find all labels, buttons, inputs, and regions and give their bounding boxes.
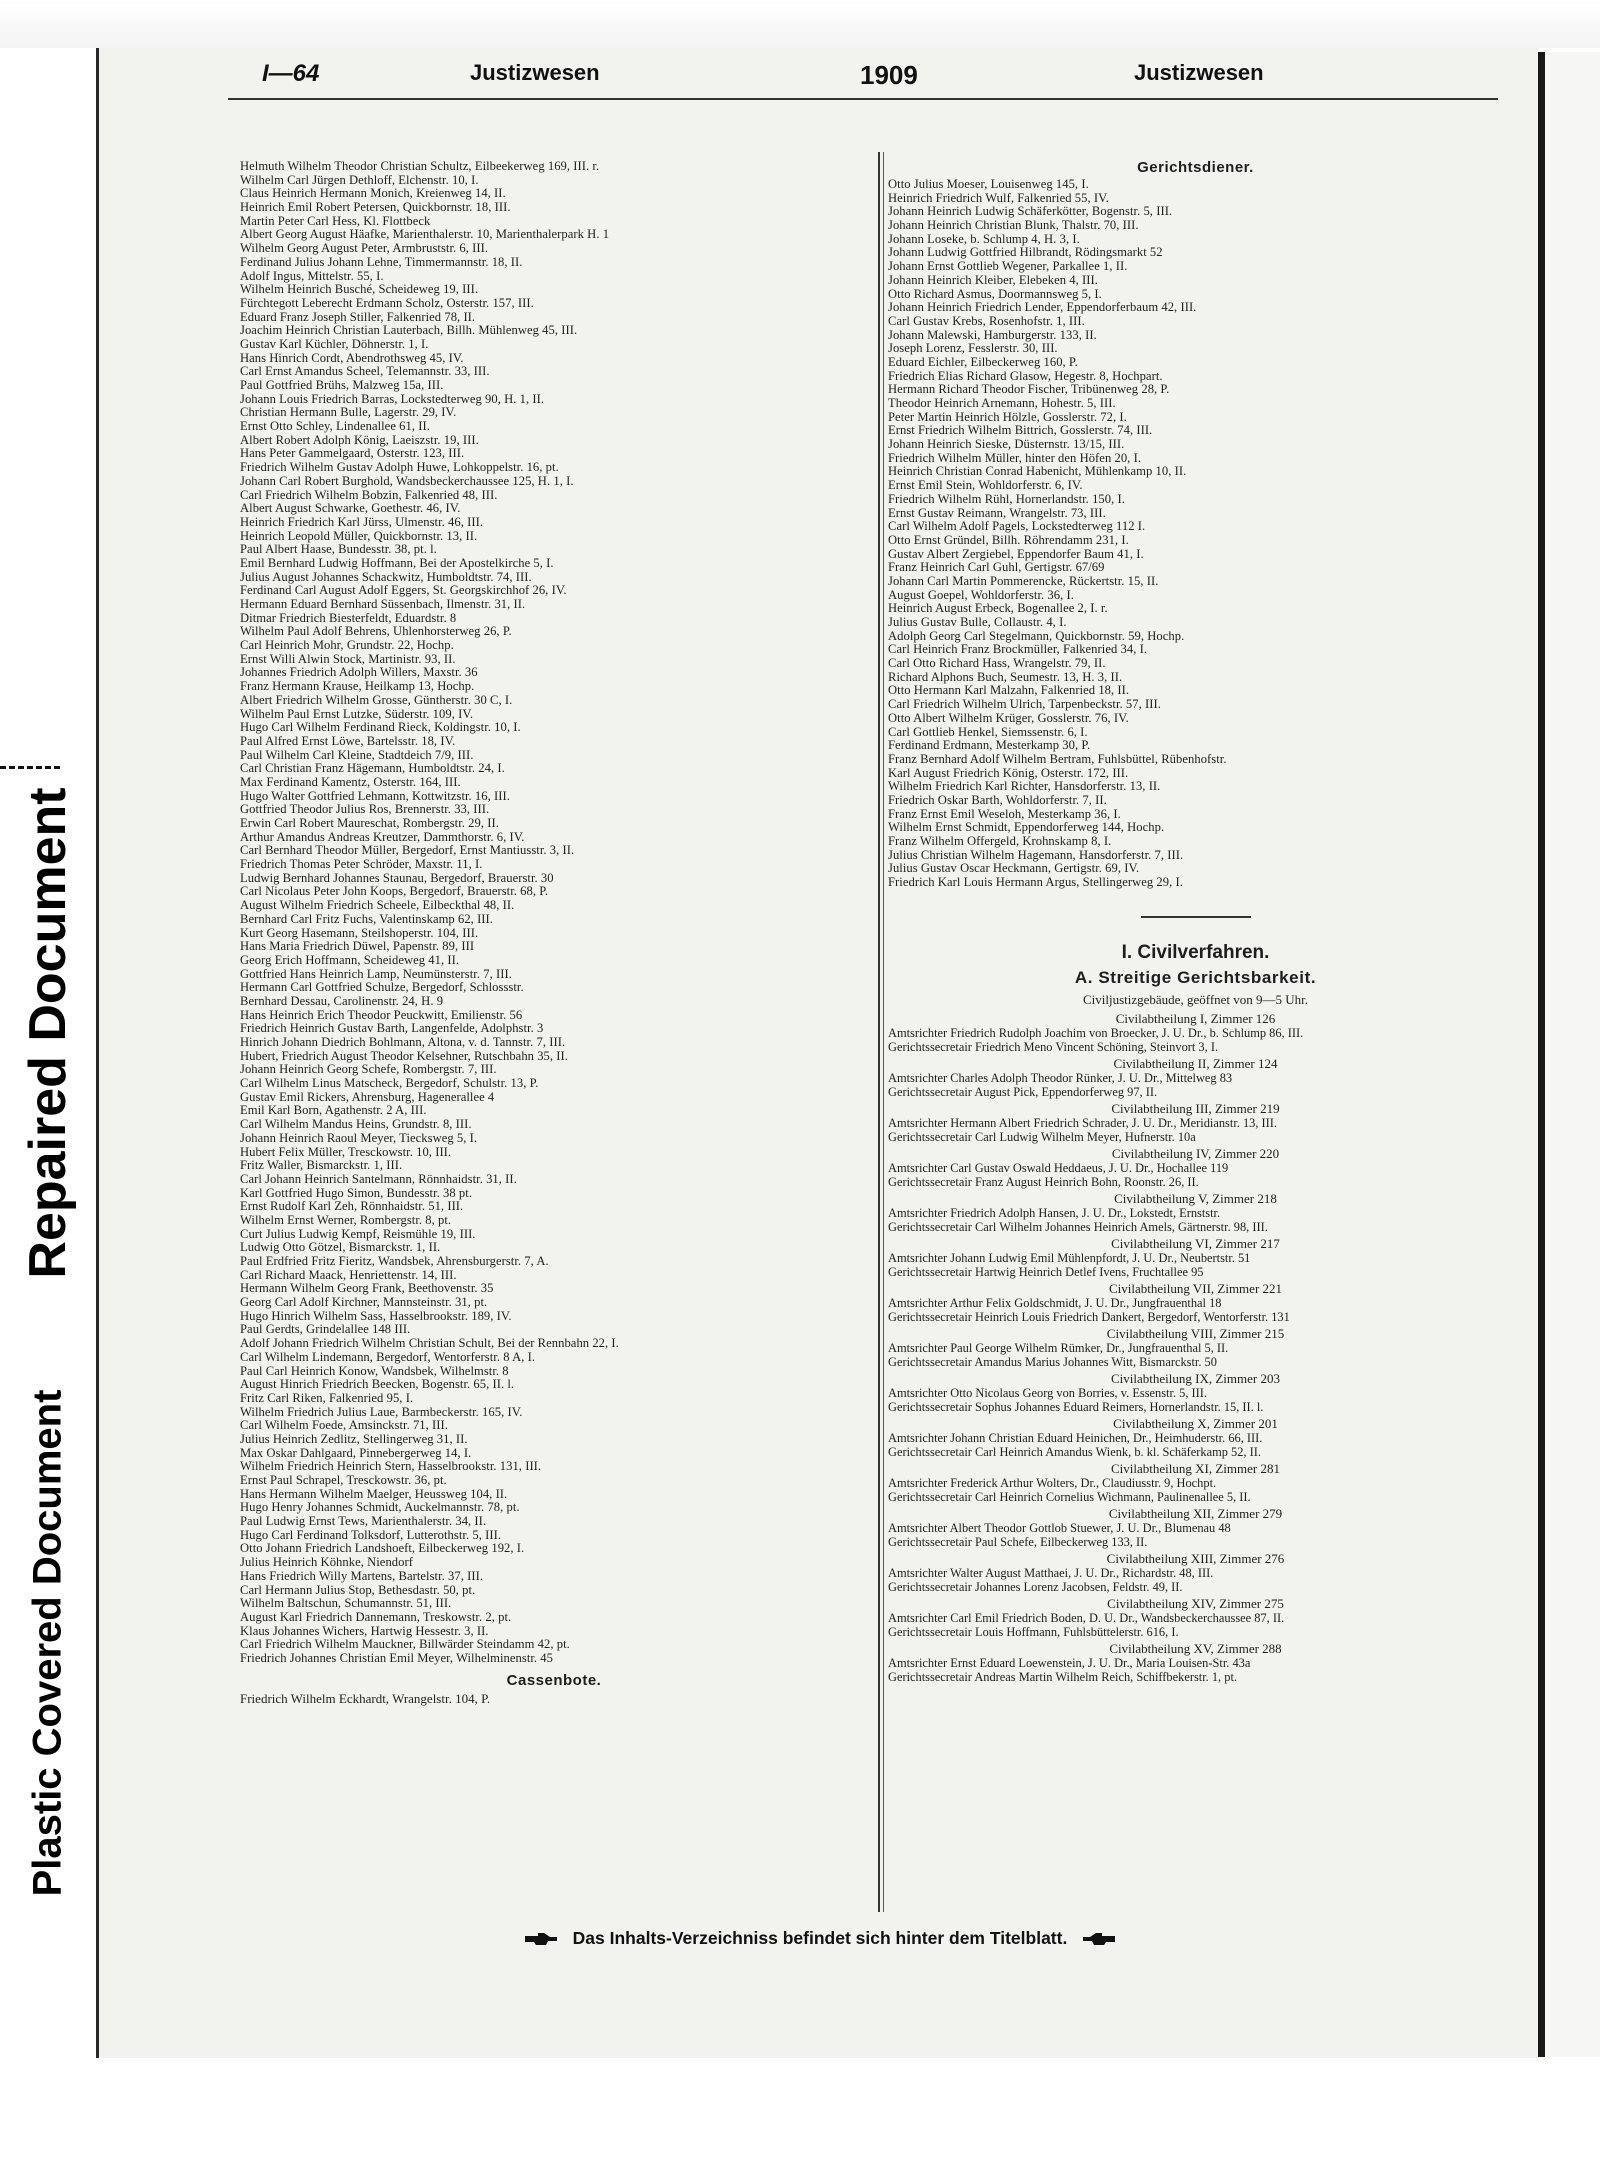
civil-chambers-list: [888, 1011, 1503, 1684]
list-item: Johann Heinrich Friedrich Lender, Eppendorferbaum 42, III.: [888, 301, 1197, 315]
chamber-judge: Amtsrichter Carl Emil Friedrich Boden, D. U. Dr., Wandsbeckerchaussee 87, II.: [888, 1610, 1285, 1625]
list-item: Otto Ernst Gründel, Billh. Röhrendamm 231, I.: [888, 533, 1129, 547]
list-item: Johann Heinrich Kleiber, Elebeken 4, III.: [888, 273, 1098, 287]
list-item: Otto Hermann Karl Malzahn, Falkenried 18, II.: [888, 684, 1130, 698]
adjacent-page-edge: [1545, 52, 1600, 2057]
list-item: Johann Heinrich Christian Blunk, Thalstr. 70, III.: [888, 219, 1139, 233]
list-item: Wilhelm Georg August Peter, Armbruststr. 6, III.: [240, 242, 489, 256]
list-item: Klaus Johannes Wichers, Hartwig Hessestr. 3, II.: [240, 1624, 489, 1638]
chamber-block: [888, 1596, 1503, 1639]
list-item: Carl Johann Heinrich Santelmann, Rönnhaidstr. 31, II.: [240, 1172, 517, 1186]
list-item: Franz Wilhelm Offergeld, Krohnskamp 8, I.: [888, 835, 1112, 848]
contents-note-text: Das Inhalts-Verzeichniss befindet sich hinter dem Titelblatt.: [572, 1928, 1068, 1948]
list-item: Albert Robert Adolph König, Laeiszstr. 19, III.: [240, 433, 479, 447]
chamber-block: [888, 1236, 1503, 1279]
chamber-judge: Amtsrichter Paul George Wilhelm Rümker, Dr., Jungfrauenthal 5, II.: [888, 1340, 1229, 1355]
court-usher-list: [888, 178, 1503, 890]
list-item: Wilhelm Ernst Werner, Rombergstr. 8, pt.: [240, 1213, 452, 1227]
list-item: Gustav Karl Küchler, Döhnerstr. 1, I.: [240, 337, 429, 351]
list-item: Ernst Willi Alwin Stock, Martinistr. 93, II.: [240, 652, 456, 666]
list-item: Karl Gottfried Hugo Simon, Bundesstr. 38 pt.: [240, 1186, 473, 1200]
chamber-block: [888, 1056, 1503, 1099]
list-item: August Karl Friedrich Dannemann, Treskowstr. 2, pt.: [240, 1610, 512, 1624]
list-item: Julius Gustav Oscar Heckmann, Gertigstr. 69, IV.: [888, 862, 1140, 876]
list-item: Hinrich Johann Diedrich Bohlmann, Altona, v. d. Tannstr. 7, III.: [240, 1036, 566, 1049]
list-item: Carl Wilhelm Linus Matscheck, Bergedorf, Schulstr. 13, P.: [240, 1077, 539, 1091]
list-item: Johann Louis Friedrich Barras, Lockstedterweg 90, H. 1, II.: [240, 392, 545, 406]
chamber-title: Civilabtheilung XI, Zimmer 281: [1111, 1460, 1280, 1476]
list-item: Paul Carl Heinrich Konow, Wandsbek, Wilhelmstr. 8: [240, 1364, 509, 1378]
list-item: Hans Friedrich Willy Martens, Bartelstr. 37, III.: [240, 1569, 484, 1583]
list-item: Julius Christian Wilhelm Hagemann, Hansdorferstr. 7, III.: [888, 848, 1184, 862]
list-item: Carl Christian Franz Hägemann, Humboldtstr. 24, I.: [240, 762, 505, 776]
list-item: Julius August Johannes Schackwitz, Humboldtstr. 74, III.: [240, 570, 532, 584]
chamber-title: Civilabtheilung X, Zimmer 201: [1113, 1415, 1278, 1431]
chamber-secretary: Gerichtssecretair Carl Wilhelm Johannes Heinrich Amels, Gärtnerstr. 98, III.: [888, 1219, 1268, 1234]
list-item: Fürchtegott Leberecht Erdmann Scholz, Osterstr. 157, III.: [240, 296, 534, 310]
list-item: Ditmar Friedrich Biesterfeldt, Eduardstr. 8: [240, 611, 457, 625]
chamber-block: [888, 1551, 1503, 1594]
list-item: Johann Ernst Gottlieb Wegener, Parkallee 1, II.: [888, 260, 1128, 274]
kassenbote-heading: Cassenbote.: [506, 1671, 602, 1689]
clerk-list: [240, 160, 868, 1666]
list-item: Carl Gottlieb Henkel, Siemssenstr. 6, I.: [888, 725, 1088, 739]
list-item: Gustav Emil Rickers, Ahrensburg, Hagenerallee 4: [240, 1090, 495, 1104]
list-item: Eduard Franz Joseph Stiller, Falkenried 78, II.: [240, 310, 476, 324]
list-item: Otto Albert Wilhelm Krüger, Gosslerstr. 76, IV.: [888, 711, 1129, 725]
chamber-block: [888, 1191, 1503, 1234]
list-item: Claus Heinrich Hermann Monich, Kreienweg 14, II.: [240, 187, 506, 201]
pointing-hand-left-icon: [1082, 1932, 1116, 1946]
list-item: Johann Heinrich Ludwig Schäferkötter, Bogenstr. 5, III.: [888, 205, 1173, 219]
list-item: Ludwig Bernhard Johannes Staunau, Bergedorf, Brauerstr. 30: [240, 871, 554, 885]
list-item: Heinrich Leopold Müller, Quickbornstr. 13, II.: [240, 529, 478, 543]
chamber-secretary: Gerichtssecretair Franz August Heinrich Bohn, Roonstr. 26, II.: [888, 1174, 1199, 1189]
chamber-title: Civilabtheilung VI, Zimmer 217: [1111, 1235, 1280, 1251]
list-item: Wilhelm Ernst Schmidt, Eppendorferweg 144, Hochp.: [888, 821, 1165, 835]
list-item: Adolf Johann Friedrich Wilhelm Christian Schult, Bei der Rennbahn 22, I.: [240, 1337, 619, 1351]
chamber-block: [888, 1101, 1503, 1144]
list-item: Erwin Carl Robert Maureschat, Rombergstr. 29, II.: [240, 817, 499, 830]
chamber-block: [888, 1326, 1503, 1369]
list-item: Hubert, Friedrich August Theodor Kelsehner, Rutschbahn 35, II.: [240, 1049, 568, 1063]
footer-note: [100, 1928, 1540, 1949]
list-item: Ferdinand Erdmann, Mesterkamp 30, P.: [888, 739, 1091, 753]
list-item: Adolf Ingus, Mittelstr. 55, I.: [240, 269, 384, 283]
plastic-covered-document-label: Plastic Covered Document: [25, 1389, 70, 1897]
list-item: Johann Carl Martin Pommerencke, Rückertstr. 15, II.: [888, 574, 1159, 588]
list-item: Wilhelm Friedrich Karl Richter, Hansdorferstr. 13, II.: [888, 780, 1161, 794]
running-head-right-title: Justizwesen: [1134, 60, 1264, 85]
list-item: Peter Martin Heinrich Hölzle, Gosslerstr. 72, I.: [888, 410, 1127, 424]
list-item: Wilhelm Paul Adolf Behrens, Uhlenhorsterweg 26, P.: [240, 625, 512, 639]
list-item: Carl Heinrich Franz Brockmüller, Falkenried 34, I.: [888, 643, 1148, 657]
chamber-title: Civilabtheilung IV, Zimmer 220: [1111, 1145, 1280, 1161]
list-item: Bernhard Dessau, Carolinenstr. 24, H. 9: [240, 994, 444, 1008]
list-item: August Hinrich Friedrich Beecken, Bogenstr. 65, II. l.: [240, 1378, 515, 1392]
list-item: Hans Hermann Wilhelm Maelger, Heussweg 104, II.: [240, 1487, 508, 1501]
chamber-title: Civilabtheilung XIII, Zimmer 276: [1106, 1550, 1285, 1566]
list-item: Johann Heinrich Georg Schefe, Rombergstr. 7, III.: [240, 1063, 497, 1077]
list-item: Carl Ernst Amandus Scheel, Telemannstr. 33, III.: [240, 365, 490, 379]
list-item: Eduard Eichler, Eilbeckerweg 160, P.: [888, 355, 1078, 369]
chamber-title: Civilabtheilung VIII, Zimmer 215: [1106, 1325, 1285, 1341]
column-divider-inner: [883, 152, 884, 1912]
list-item: Gottfried Hans Heinrich Lamp, Neumünsterstr. 7, III.: [240, 967, 512, 981]
running-head-left-title: Justizwesen: [470, 60, 600, 85]
list-item: Carl Nicolaus Peter John Koops, Bergedorf, Brauerstr. 68, P.: [240, 885, 549, 899]
scan-bottom-margin: [0, 2058, 1600, 2177]
chamber-judge: Amtsrichter Carl Gustav Oswald Heddaeus, J. U. Dr., Hochallee 119: [888, 1160, 1229, 1175]
list-item: Hugo Henry Johannes Schmidt, Auckelmannstr. 78, pt.: [240, 1501, 520, 1515]
list-item: Carl Hermann Julius Stop, Bethesdastr. 50, pt.: [240, 1583, 476, 1597]
left-column: [240, 160, 868, 1706]
chamber-title: Civilabtheilung XIV, Zimmer 275: [1107, 1595, 1284, 1611]
list-item: Emil Karl Born, Agathenstr. 2 A, III.: [240, 1104, 427, 1118]
chamber-judge: Amtsrichter Friedrich Adolph Hansen, J. U. Dr., Lokstedt, Ernststr.: [888, 1205, 1221, 1220]
list-item: Ferdinand Julius Johann Lehne, Timmermannstr. 18, II.: [240, 255, 523, 269]
list-item: Albert Friedrich Wilhelm Grosse, Güntherstr. 30 C, I.: [240, 693, 513, 707]
list-item: Heinrich Emil Robert Petersen, Quickbornstr. 18, III.: [240, 201, 511, 215]
list-item: Kurt Georg Hasemann, Steilshoperstr. 104, III.: [240, 926, 479, 940]
list-item: Martin Peter Carl Hess, Kl. Flottbeck: [240, 214, 431, 228]
list-item: Otto Richard Asmus, Doormannsweg 5, I.: [888, 287, 1102, 301]
list-item: Wilhelm Friedrich Julius Laue, Barmbeckerstr. 165, IV.: [240, 1405, 523, 1419]
chamber-secretary: Gerichtssecretair Friedrich Meno Vincent Schöning, Steinvort 3, I.: [888, 1039, 1219, 1054]
list-item: Helmuth Wilhelm Theodor Christian Schultz, Eilbeekerweg 169, III. r.: [240, 160, 600, 173]
list-item: Ernst Rudolf Karl Zeh, Rönnhaidstr. 51, III.: [240, 1200, 464, 1214]
list-item: Fritz Waller, Bismarckstr. 1, III.: [240, 1159, 403, 1173]
list-item: Hugo Hinrich Wilhelm Sass, Hasselbrookstr. 189, IV.: [240, 1309, 512, 1323]
list-item: Otto Julius Moeser, Louisenweg 145, I.: [888, 178, 1089, 191]
list-item: Adolph Georg Carl Stegelmann, Quickbornstr. 59, Hochp.: [888, 629, 1185, 643]
chamber-secretary: Gerichtssecretair Paul Schefe, Eilbeckerweg 133, II.: [888, 1534, 1148, 1549]
list-item: Gottfried Theodor Julius Ros, Brennerstr. 33, III.: [240, 803, 490, 817]
running-head-year: 1909: [860, 60, 918, 90]
list-item: Paul Albert Haase, Bundesstr. 38, pt. l.: [240, 543, 437, 557]
list-item: Fritz Carl Riken, Falkenried 95, I.: [240, 1391, 414, 1405]
list-item: Karl August Friedrich König, Osterstr. 172, III.: [888, 766, 1129, 780]
list-item: Albert August Schwarke, Goethestr. 46, IV.: [240, 502, 461, 516]
chamber-judge: Amtsrichter Albert Theodor Gottlob Stuewer, J. U. Dr., Blumenau 48: [888, 1520, 1231, 1535]
list-item: Johann Malewski, Hamburgerstr. 133, II.: [888, 328, 1097, 342]
list-item: Carl Wilhelm Foede, Amsinckstr. 71, III.: [240, 1419, 448, 1433]
list-item: Wilhelm Baltschun, Schumannstr. 51, III.: [240, 1597, 452, 1611]
list-item: Johann Ludwig Gottfried Hilbrandt, Rödingsmarkt 52: [888, 246, 1163, 260]
list-item: Paul Gerdts, Grindelallee 148 III.: [240, 1323, 411, 1337]
section-heading: I. Civilverfahren.: [1121, 941, 1270, 963]
label-separator-dash: [0, 766, 60, 769]
chamber-block: [888, 1281, 1503, 1324]
list-item: Ernst Paul Schrapel, Tresckowstr. 36, pt.: [240, 1474, 447, 1487]
gerichtsdiener-heading: Gerichtsdiener.: [1137, 159, 1254, 176]
list-item: Franz Hermann Krause, Heilkamp 13, Hochp.: [240, 680, 475, 694]
chamber-secretary: Gerichtssecretair Carl Heinrich Amandus Wienk, b. kl. Schäferkamp 52, II.: [888, 1444, 1261, 1459]
list-item: Theodor Heinrich Arnemann, Hohestr. 5, III.: [888, 397, 1116, 410]
right-column: [888, 158, 1503, 1684]
list-item: Hugo Carl Ferdinand Tolksdorf, Lutterothstr. 5, III.: [240, 1528, 502, 1542]
repaired-document-label: Repaired Document: [19, 787, 77, 1279]
list-item: Friedrich Elias Richard Glasow, Hegestr. 8, Hochpart.: [888, 369, 1163, 383]
list-item: Max Oskar Dahlgaard, Pinnebergerweg 14, I.: [240, 1446, 472, 1460]
list-item: Wilhelm Heinrich Busché, Scheideweg 19, III.: [240, 283, 479, 297]
chamber-title: Civilabtheilung XV, Zimmer 288: [1109, 1640, 1282, 1656]
list-item: Franz Ernst Emil Weseloh, Mesterkamp 36, I.: [888, 807, 1121, 821]
list-item: Georg Carl Adolf Kirchner, Mannsteinstr. 31, pt.: [240, 1296, 488, 1310]
chamber-title: Civilabtheilung V, Zimmer 218: [1114, 1190, 1277, 1206]
list-item: Johannes Friedrich Adolph Willers, Maxstr. 36: [240, 666, 478, 680]
chamber-secretary: Gerichtssecretair Sophus Johannes Eduard Reimers, Hornerlandstr. 15, II. l.: [888, 1399, 1264, 1414]
chamber-secretary: Gerichtssecretair Hartwig Heinrich Detlef Ivens, Fruchtallee 95: [888, 1264, 1204, 1279]
list-item: Heinrich Christian Conrad Habenicht, Mühlenkamp 10, II.: [888, 465, 1187, 479]
list-item: August Wilhelm Friedrich Scheele, Eilbeckthal 48, II.: [240, 899, 515, 913]
list-item: Friedrich Karl Louis Hermann Argus, Stellingerweg 29, I.: [888, 876, 1183, 890]
list-item: Johann Carl Robert Burghold, Wandsbeckerchaussee 125, H. 1, I.: [240, 474, 574, 488]
chamber-judge: Amtsrichter Walter August Matthaei, J. U. Dr., Richardstr. 48, III.: [888, 1565, 1214, 1580]
chamber-title: Civilabtheilung III, Zimmer 219: [1111, 1100, 1280, 1116]
list-item: Heinrich Friedrich Wulf, Falkenried 55, IV.: [888, 191, 1109, 205]
chamber-block: [888, 1416, 1503, 1459]
chamber-title: Civilabtheilung VII, Zimmer 221: [1108, 1280, 1283, 1296]
chamber-block: [888, 1506, 1503, 1549]
list-item: Ernst Emil Stein, Wohldorferstr. 6, IV.: [888, 479, 1083, 493]
list-item: Carl Otto Richard Hass, Wrangelstr. 79, II.: [888, 657, 1106, 671]
list-item: Hermann Eduard Bernhard Süssenbach, Ilmenstr. 31, II.: [240, 598, 526, 611]
list-item: Paul Gottfried Brühs, Malzweg 15a, III.: [240, 379, 444, 392]
opening-hours: Civiljustizgebäude, geöffnet von 9—5 Uhr.: [1082, 991, 1309, 1007]
scan-top-margin: [0, 0, 1600, 48]
chamber-judge: Amtsrichter Johann Ludwig Emil Mühlenpfordt, J. U. Dr., Neubertstr. 51: [888, 1250, 1251, 1265]
page-number: I—64: [262, 60, 320, 87]
list-item: Friedrich Thomas Peter Schröder, Maxstr. 11, I.: [240, 858, 483, 872]
list-item: Heinrich Friedrich Karl Jürss, Ulmenstr. 46, III.: [240, 515, 484, 529]
list-item: Richard Alphons Buch, Seumestr. 13, H. 3, II.: [888, 670, 1123, 684]
chamber-judge: Amtsrichter Otto Nicolaus Georg von Borries, v. Essenstr. 5, III.: [888, 1385, 1208, 1400]
list-item: Johann Heinrich Raoul Meyer, Tiecksweg 5, I.: [240, 1131, 478, 1145]
list-item: Joseph Lorenz, Fesslerstr. 30, III.: [888, 342, 1058, 356]
list-item: Johann Heinrich Sieske, Düsternstr. 13/15, III.: [888, 438, 1125, 452]
column-divider: [878, 152, 880, 1912]
list-item: Friedrich Wilhelm Müller, hinter den Höfen 20, I.: [888, 451, 1142, 465]
section-rule: [1141, 916, 1251, 918]
list-item: Carl Friedrich Wilhelm Mauckner, Billwärder Steindamm 42, pt.: [240, 1638, 570, 1652]
chamber-secretary: Gerichtssecretair Amandus Marius Johannes Witt, Bismarckstr. 50: [888, 1354, 1217, 1369]
list-item: Wilhelm Carl Jürgen Dethloff, Elchenstr. 10, I.: [240, 173, 479, 187]
list-item: Carl Bernhard Theodor Müller, Bergedorf, Ernst Mantiusstr. 3, II.: [240, 844, 575, 858]
list-item: Ludwig Otto Götzel, Bismarckstr. 1, II.: [240, 1241, 441, 1255]
chamber-title: Civilabtheilung II, Zimmer 124: [1113, 1055, 1278, 1071]
page-binding-edge: [1538, 52, 1545, 2057]
archive-label-strip: [0, 48, 96, 2058]
list-item: Bernhard Carl Fritz Fuchs, Valentinskamp 62, III.: [240, 912, 493, 926]
chamber-judge: Amtsrichter Ernst Eduard Loewenstein, J. U. Dr., Maria Louisen-Str. 43a: [888, 1655, 1251, 1670]
list-item: Friedrich Oskar Barth, Wohldorferstr. 7, II.: [888, 793, 1107, 807]
list-item: Carl Wilhelm Adolf Pagels, Lockstedterweg 112 I.: [888, 520, 1146, 534]
list-item: Georg Erich Hoffmann, Scheideweg 41, II.: [240, 953, 460, 967]
header-rule: [228, 98, 1498, 100]
list-item: Hugo Walter Gottfried Lehmann, Kottwitzstr. 16, III.: [240, 789, 510, 803]
list-item: Carl Gustav Krebs, Rosenhofstr. 1, III.: [888, 314, 1085, 328]
list-item: Hermann Carl Gottfried Schulze, Bergedorf, Schlossstr.: [240, 981, 524, 995]
list-item: Franz Bernhard Adolf Wilhelm Bertram, Fuhlsbüttel, Rübenhofstr.: [888, 752, 1227, 766]
list-item: Ernst Friedrich Wilhelm Bittrich, Gosslerstr. 74, III.: [888, 424, 1153, 438]
list-item: Christian Hermann Bulle, Lagerstr. 29, IV.: [240, 406, 457, 420]
chamber-title: Civilabtheilung XII, Zimmer 279: [1108, 1505, 1283, 1521]
chamber-secretary: Gerichtssecretair August Pick, Eppendorferweg 97, II.: [888, 1084, 1158, 1099]
list-item: Paul Ludwig Ernst Tews, Marienthalerstr. 34, II.: [240, 1515, 487, 1529]
list-item: Ernst Otto Schley, Lindenallee 61, II.: [240, 420, 430, 434]
list-item: Hubert Felix Müller, Tresckowstr. 10, III.: [240, 1145, 452, 1159]
list-item: Heinrich August Erbeck, Bogenallee 2, I. r.: [888, 602, 1108, 616]
chamber-block: [888, 1461, 1503, 1504]
list-item: Hermann Richard Theodor Fischer, Tribünenweg 28, P.: [888, 383, 1170, 397]
chamber-secretary: Gerichtssecretair Johannes Lorenz Jacobsen, Feldstr. 49, II.: [888, 1579, 1183, 1594]
list-item: Hans Heinrich Erich Theodor Peuckwitt, Emilienstr. 56: [240, 1008, 523, 1022]
chamber-block: [888, 1371, 1503, 1414]
chamber-judge: Amtsrichter Johann Christian Eduard Heinichen, Dr., Heimhuderstr. 66, III.: [888, 1430, 1263, 1445]
list-item: Ferdinand Carl August Adolf Eggers, St. Georgskirchhof 26, IV.: [240, 584, 567, 598]
chamber-secretary: Gerichtssecretair Andreas Martin Wilhelm Reich, Schiffbekerstr. 1, pt.: [888, 1669, 1237, 1684]
list-item: Wilhelm Friedrich Heinrich Stern, Hasselbrookstr. 131, III.: [240, 1460, 542, 1474]
chamber-block: [888, 1146, 1503, 1189]
chamber-judge: Amtsrichter Arthur Felix Goldschmidt, J. U. Dr., Jungfrauenthal 18: [888, 1295, 1222, 1310]
chamber-block: [888, 1641, 1503, 1684]
chamber-judge: Amtsrichter Frederick Arthur Wolters, Dr., Claudiusstr. 9, Hochpt.: [888, 1475, 1217, 1490]
list-item: Carl Friedrich Wilhelm Bobzin, Falkenried 48, III.: [240, 488, 498, 502]
list-item: Johann Loseke, b. Schlump 4, H. 3, I.: [888, 232, 1080, 246]
list-item: Julius Gustav Bulle, Collaustr. 4, I.: [888, 616, 1067, 629]
list-item: Hermann Wilhelm Georg Frank, Beethovenstr. 35: [240, 1282, 494, 1296]
list-item: Carl Friedrich Wilhelm Ulrich, Tarpenbeckstr. 57, III.: [888, 698, 1161, 712]
list-item: Wilhelm Paul Ernst Lutzke, Süderstr. 109, IV.: [240, 707, 474, 721]
list-item: Friedrich Wilhelm Gustav Adolph Huwe, Lohkoppelstr. 16, pt.: [240, 461, 559, 475]
list-item: Franz Heinrich Carl Guhl, Gertigstr. 67/69: [888, 561, 1105, 575]
list-item: Arthur Amandus Andreas Kreutzer, Dammthorstr. 6, IV.: [240, 830, 525, 844]
chamber-title: Civilabtheilung IX, Zimmer 203: [1111, 1370, 1280, 1386]
list-item: Curt Julius Ludwig Kempf, Reismühle 19, III.: [240, 1227, 476, 1241]
list-item: Otto Johann Friedrich Landshoeft, Eilbeckerweg 192, I.: [240, 1542, 525, 1556]
chamber-title: Civilabtheilung I, Zimmer 126: [1115, 1010, 1276, 1026]
chamber-block: [888, 1011, 1503, 1054]
subsection-heading: A. Streitige Gerichtsbarkeit.: [1074, 967, 1317, 987]
list-item: Gustav Albert Zergiebel, Eppendorfer Baum 41, I.: [888, 547, 1144, 561]
chamber-judge: Amtsrichter Friedrich Rudolph Joachim von Broecker, J. U. Dr., b. Schlump 86, III.: [888, 1025, 1304, 1040]
list-item: Albert Georg August Häafke, Marienthalerstr. 10, Marienthalerpark H. 1: [240, 228, 610, 242]
list-item: Emil Bernhard Ludwig Hoffmann, Bei der Apostelkirche 5, I.: [240, 556, 554, 570]
list-item: Ernst Gustav Reimann, Wrangelstr. 73, III.: [888, 506, 1106, 520]
chamber-secretary: Gerichtssecretair Louis Hoffmann, Fuhlsbüttelerstr. 616, I.: [888, 1624, 1179, 1639]
list-item: Hans Peter Gammelgaard, Osterstr. 123, III.: [240, 447, 465, 461]
list-item: Julius Heinrich Zedlitz, Stellingerweg 31, II.: [240, 1432, 468, 1446]
list-item: Carl Heinrich Mohr, Grundstr. 22, Hochp.: [240, 639, 454, 653]
list-item: Max Ferdinand Kamentz, Osterstr. 164, III.: [240, 775, 461, 789]
chamber-secretary: Gerichtssecretair Heinrich Louis Friedrich Dankert, Bergedorf, Wentorferstr. 131: [888, 1309, 1290, 1324]
list-item: Friedrich Wilhelm Rühl, Hornerlandstr. 150, I.: [888, 492, 1125, 506]
list-item: Joachim Heinrich Christian Lauterbach, Billh. Mühlenweg 45, III.: [240, 324, 578, 338]
list-item: Friedrich Johannes Christian Emil Meyer, Wilhelminenstr. 45: [240, 1651, 554, 1665]
list-item: Carl Wilhelm Lindemann, Bergedorf, Wentorferstr. 8 A, I.: [240, 1350, 536, 1364]
list-item: Carl Richard Maack, Henriettenstr. 14, III.: [240, 1268, 457, 1282]
list-item: Hans Maria Friedrich Düwel, Papenstr. 89, III: [240, 940, 475, 954]
list-item: August Goepel, Wohldorferstr. 36, I.: [888, 588, 1074, 602]
list-item: Friedrich Heinrich Gustav Barth, Langenfelde, Adolphstr. 3: [240, 1022, 544, 1036]
list-item: Paul Wilhelm Carl Kleine, Stadtdeich 7/9, III.: [240, 748, 474, 762]
list-item: Julius Heinrich Köhnke, Niendorf: [240, 1556, 413, 1570]
chamber-secretary: Gerichtssecretair Carl Heinrich Cornelius Wichmann, Paulinenallee 5, II.: [888, 1489, 1251, 1504]
pointing-hand-right-icon: [524, 1932, 558, 1946]
chamber-judge: Amtsrichter Hermann Albert Friedrich Schrader, J. U. Dr., Meridianstr. 13, III.: [888, 1115, 1278, 1130]
chamber-judge: Amtsrichter Charles Adolph Theodor Rünker, J. U. Dr., Mittelweg 83: [888, 1070, 1233, 1085]
list-item: Paul Alfred Ernst Löwe, Bartelsstr. 18, IV.: [240, 734, 456, 748]
list-item: Paul Erdfried Fritz Fieritz, Wandsbek, Ahrensburgerstr. 7, A.: [240, 1255, 549, 1268]
running-head: [170, 60, 1510, 96]
list-item: Hugo Carl Wilhelm Ferdinand Rieck, Koldingstr. 10, I.: [240, 721, 521, 735]
kassenbote-entry: Friedrich Wilhelm Eckhardt, Wrangelstr. 104, P.: [240, 1690, 491, 1706]
list-item: Carl Wilhelm Mandus Heins, Grundstr. 8, III.: [240, 1118, 472, 1132]
list-item: Hans Hinrich Cordt, Abendrothsweg 45, IV.: [240, 351, 464, 365]
chamber-secretary: Gerichtssecretair Carl Ludwig Wilhelm Meyer, Hufnerstr. 10a: [888, 1129, 1196, 1144]
